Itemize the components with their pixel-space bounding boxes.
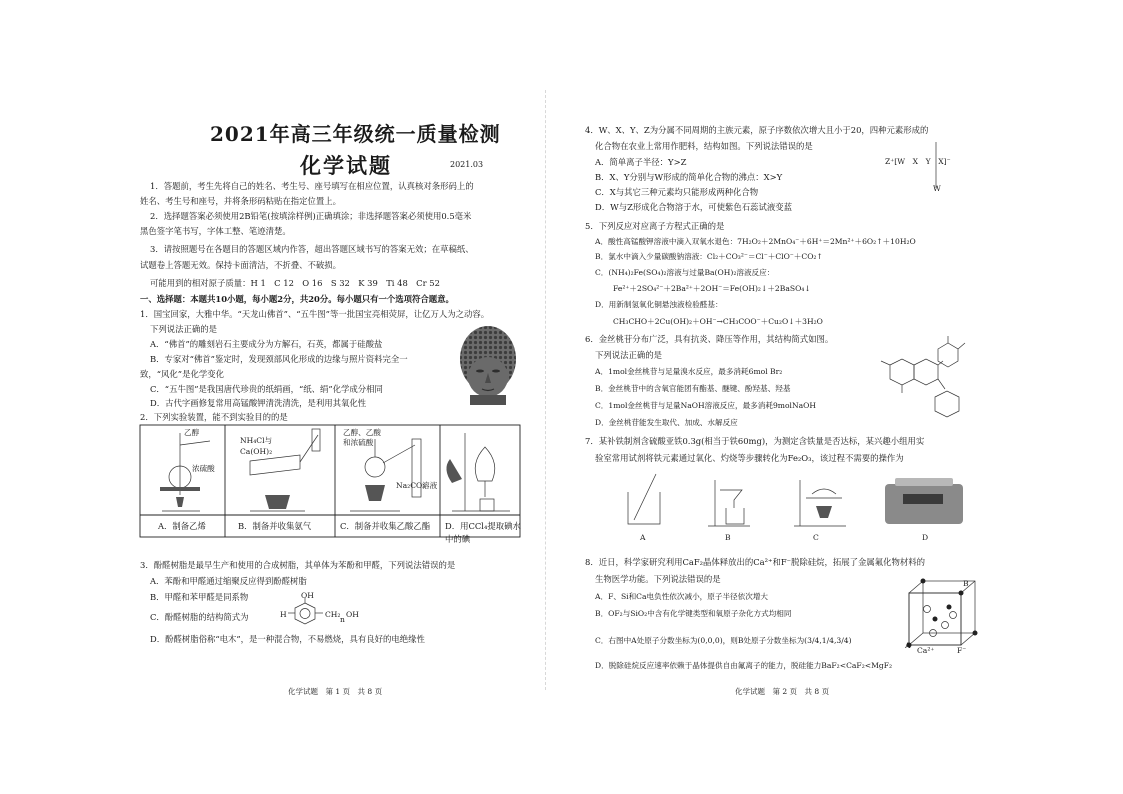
q7-option-b: B — [725, 533, 731, 542]
exam-title: 2021年高三年级统一质量检测 — [210, 122, 501, 146]
q3-option-d: D．酚醛树脂俗称“电木”，是一种混合物，不易燃烧，具有良好的电绝缘性 — [150, 634, 425, 644]
q4-structure: Z⁺[W X Y X]⁻ — [885, 157, 951, 166]
q2-label-reagents: 和浓硫酸 — [343, 438, 374, 447]
q3-struct-ch2: CH₂ — [325, 610, 341, 619]
q3-struct-h: H — [280, 610, 287, 619]
exam-subtitle: 化学试题 — [300, 153, 392, 178]
q8-stem: 8．近日，科学家研究利用CaF₂晶体释放出的Ca²⁺和F⁻脱除硅烷，拓展了金属氟化物材料的 — [585, 557, 926, 567]
q8-label-b: B — [963, 579, 969, 588]
q2-label-solution: 溶液 — [422, 481, 438, 490]
q3-option-c: C．酚醛树脂的结构简式为 — [150, 612, 249, 622]
q2-label-ethanol: 乙醇 — [184, 428, 200, 437]
q1-option-b: 致，“风化”是化学变化 — [140, 369, 224, 379]
instruction-line: 黑色签字笔书写，字体工整、笔迹清楚。 — [140, 226, 291, 236]
q1-stem: 下列说法正确的是 — [150, 324, 217, 334]
q8-option-b: B．OF₂与SiO₂中含有化学键类型和氧原子杂化方式均相同 — [595, 609, 792, 618]
q4-option-a: A．简单离子半径：Y>Z — [595, 157, 687, 167]
buddha-head-image — [458, 325, 518, 405]
q3-struct-end: OH — [346, 610, 359, 619]
q3-option-b: B．甲醛和苯甲醛是同系物 — [150, 592, 249, 602]
q6-stem: 6．金丝桃苷分布广泛，具有抗炎、降压等作用，其结构简式如图。 — [585, 334, 834, 344]
atomic-mass-line: 可能用到的相对原子质量：H 1 C 12 O 16 S 32 K 39 Ti 48 Cr 52 — [150, 278, 440, 288]
q4-structure-w: W — [933, 184, 941, 193]
hyperoside-structure — [875, 335, 975, 430]
caf2-unit-cell — [903, 575, 983, 655]
instruction-line: 3．请按照题号在各题目的答题区域内作答，超出答题区域书写的答案无效；在草稿纸、 — [150, 244, 474, 254]
q1-option-b: B．专家对“佛首”鉴定时，发现颈部风化形成的边缘与照片资料完全一 — [150, 354, 408, 364]
q7-option-c: C — [813, 533, 819, 542]
instruction-line: 1．答题前，考生先将自己的姓名、考生号、座号填写在相应位置，认真核对条形码上的 — [150, 181, 474, 191]
q4-option-c: C．X与其它三种元素均只能形成两种化合物 — [595, 187, 759, 197]
q4-stem: 化合物在农业上常用作肥料，结构如图。下列说法错误的是 — [595, 141, 813, 151]
instruction-line: 2．选择题答案必须使用2B铅笔(按填涂样例)正确填涂；非选择题答案必须使用0.5毫米 — [150, 211, 472, 221]
q7-option-a: A — [640, 533, 646, 542]
right-page — [585, 0, 995, 794]
q1-stem: 1．国宝回家，大雅中华。“天龙山佛首”、“五牛图”等一批国宝亮相荧屏，让亿万人为之动容。 — [140, 309, 490, 319]
q6-option-b: B．金丝桃苷中的含氧官能团有酯基、醚键、酚羟基、羟基 — [595, 384, 791, 393]
q4-stem: 4．W、X、Y、Z为分属不同周期的主族元素，原子序数依次增大且小于20，四种元素形成的 — [585, 125, 929, 135]
q2-option-c: C．制备并收集乙酸乙酯 — [340, 521, 431, 531]
q8-legend-f: F⁻ — [957, 646, 967, 655]
q7-apparatus-figure — [620, 470, 1020, 530]
q3-struct-oh: OH — [301, 591, 314, 600]
q5-stem: 5．下列反应对应离子方程式正确的是 — [585, 221, 725, 231]
q3-option-a: A．苯酚和甲醛通过缩聚反应得到酚醛树脂 — [150, 576, 307, 586]
q3-struct-n: n — [340, 615, 345, 624]
q2-label-reagents: 乙醇、乙酸 — [343, 428, 381, 437]
q8-option-a: A．F、Si和Ca电负性依次减小，原子半径依次增大 — [595, 592, 769, 601]
q8-label-a: A — [905, 641, 911, 650]
q5-option-b: B．氯水中滴入少量碳酸钠溶液：Cl₂＋CO₃²⁻＝Cl⁻＋ClO⁻＋CO₂↑ — [595, 252, 823, 261]
q6-option-c: C．1mol金丝桃苷与足量NaOH溶液反应，最多消耗9molNaOH — [595, 401, 817, 410]
q7-stem: 7．某补铁制剂含硫酸亚铁0.3g(相当于铁60mg)，为测定含铁量是否达标，某兴趣小组用实 — [585, 436, 925, 446]
q7-stem: 验室常用试剂将铁元素通过氧化、灼烧等步骤转化为Fe₂O₃，该过程不需要的操作为 — [595, 453, 904, 463]
q6-stem: 下列说法正确的是 — [595, 350, 662, 360]
left-page — [140, 0, 550, 794]
q5-option-c-equation: Fe²⁺＋2SO₄²⁻＋2Ba²⁺＋2OH⁻＝Fe(OH)₂↓＋2BaSO₄↓ — [613, 284, 811, 293]
q5-option-d-equation: CH₃CHO＋2Cu(OH)₂＋OH⁻→CH₃COO⁻＋Cu₂O↓＋3H₂O — [613, 317, 823, 326]
q5-option-d: D．用新制氢氧化铜悬浊液检验醛基： — [595, 300, 723, 309]
q1-option-a: A．“佛首”的雕刻岩石主要成分为方解石，石英，都属于硅酸盐 — [150, 339, 383, 349]
instruction-line: 试题卷上答题无效。保持卡面清洁，不折叠、不破损。 — [140, 260, 341, 270]
q7-option-d: D — [922, 533, 929, 542]
q4-option-d: D．W与Z形成化合物溶于水，可使紫色石蕊试液变蓝 — [595, 202, 793, 212]
right-page-footer: 化学试题 第 2 页 共 8 页 — [735, 687, 830, 696]
q2-label-na2co3: Na₂CO₃ — [396, 481, 426, 490]
q4-option-b: B．X、Y分别与W形成的简单化合物的沸点：X>Y — [595, 172, 783, 182]
q8-option-d: D．脱除硅烷反应速率依赖于晶体提供自由氟离子的能力，脱硅能力BaF₂<CaF₂<MgF₂ — [595, 661, 893, 670]
q1-option-d: D．古代字画修复常用高锰酸钾清洗清洗，是利用其氧化性 — [150, 398, 367, 408]
left-page-footer: 化学试题 第 1 页 共 8 页 — [288, 687, 383, 696]
q2-option-a: A．制备乙烯 — [158, 521, 206, 531]
exam-date: 2021.03 — [450, 160, 484, 169]
instruction-line: 姓名、考生号和座号，并将条形码粘贴在指定位置上。 — [140, 196, 341, 206]
q2-option-d: 中的碘 — [445, 534, 471, 544]
q3-stem: 3．酚醛树脂是最早生产和使用的合成树脂，其单体为苯酚和甲醛，下列说法错误的是 — [140, 560, 456, 570]
q2-option-d: D．用CCl₄提取碘水 — [445, 521, 521, 531]
q2-label-acid: 浓硫酸 — [192, 464, 215, 473]
q2-option-b: B．制备并收集氨气 — [238, 521, 312, 531]
q2-stem: 2．下列实验装置，能不到实验目的的是 — [140, 412, 288, 422]
q2-label-caoh2: Ca(OH)₂ — [240, 447, 273, 456]
q8-stem: 生物医学功能。下列说法错误的是 — [595, 574, 721, 584]
q5-option-a: A．酸性高锰酸钾溶液中滴入双氧水退色：7H₂O₂＋2MnO₄⁻＋6H⁺＝2Mn²⁺＋6O₂↑＋10H₂O — [595, 237, 916, 246]
q8-legend-ca: Ca²⁺ — [917, 646, 935, 655]
section-heading: 一、选择题：本题共10小题，每小题2分，共20分。每小题只有一个选项符合题意。 — [140, 294, 454, 304]
q1-option-c: C．“五牛图”是我国唐代珍贵的纸绢画，“纸、绢”化学成分相同 — [150, 384, 383, 394]
q6-option-a: A．1mol金丝桃苷与足量溴水反应，最多消耗6mol Br₂ — [595, 367, 783, 376]
q6-option-d: D．金丝桃苷能发生取代、加成、水解反应 — [595, 418, 738, 427]
q8-option-c: C．右图中A处原子分数坐标为(0,0,0)，则B处原子分数坐标为(3/4,1/4,3/4) — [595, 636, 852, 645]
q2-label-nh4cl: NH₄Cl与 — [240, 436, 273, 445]
q5-option-c: C．(NH₄)₂Fe(SO₄)₂溶液与过量Ba(OH)₂溶液反应： — [595, 268, 775, 277]
